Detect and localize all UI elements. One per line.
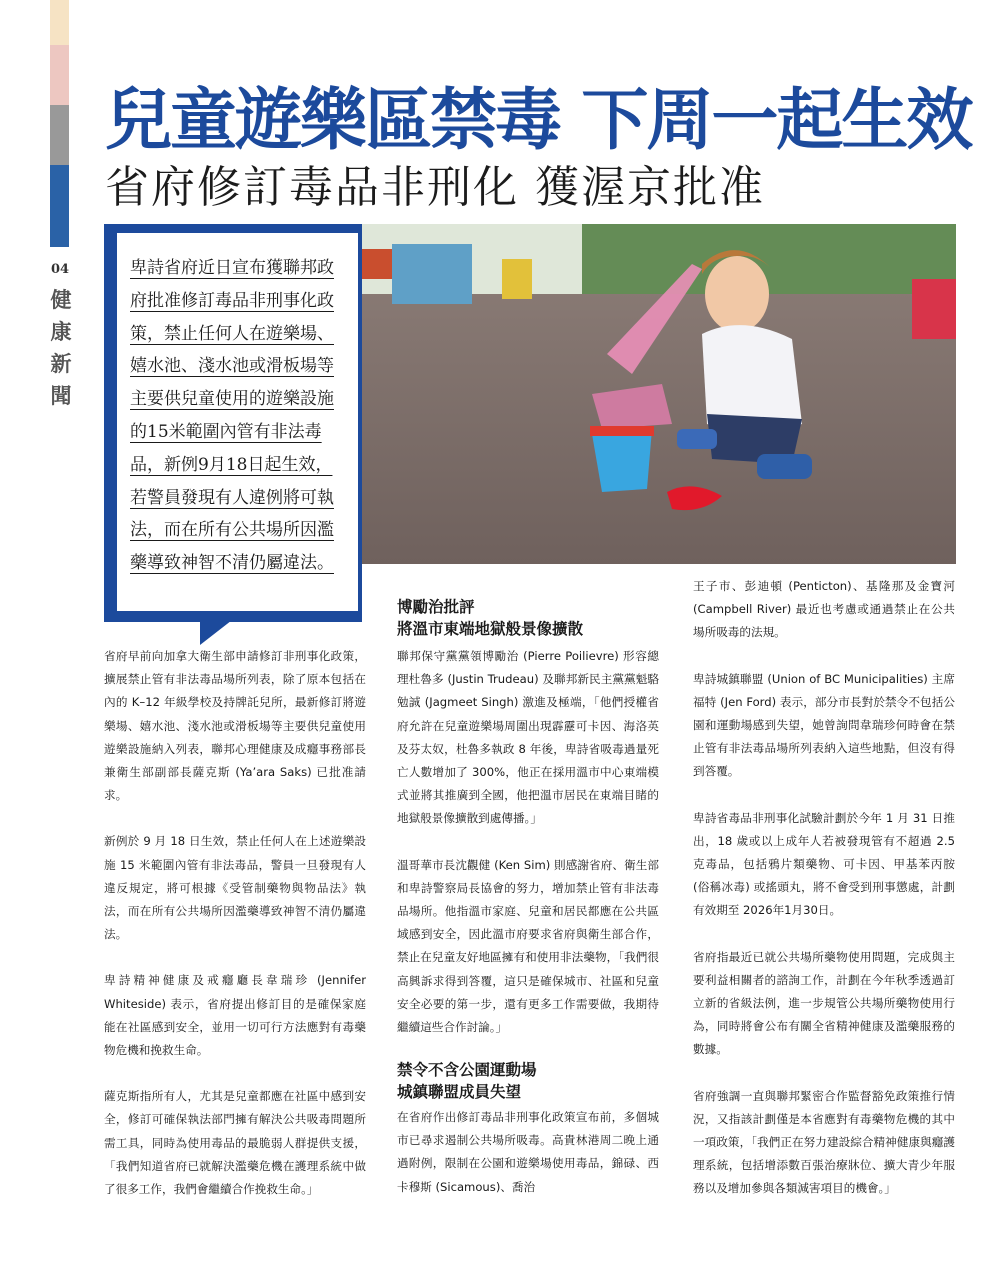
callout-pointer: [200, 617, 236, 645]
playground-photo-illustration: [362, 224, 956, 564]
subheadline: 省府修訂毒品非刑化 獲渥京批准: [105, 162, 765, 213]
play-structure: [392, 244, 472, 304]
side-stripe-blue: [50, 165, 69, 247]
article-column-3: [693, 575, 955, 1224]
section-heading-line: 禁令不含公園運動場: [397, 1061, 537, 1079]
play-structure-post: [502, 259, 532, 299]
paragraph: 在省府作出修訂毒品非刑事化政策宣布前，多個城市已尋求遏制公共場所吸毒。高貴林港周二晚上通過附例，限制在公園和遊樂場使用毒品，錦碌、西卡穆斯 (Sicamous)、喬治: [397, 1110, 659, 1194]
article-column-2-continued: [397, 1106, 659, 1222]
paragraph: 薩克斯指所有人，尤其是兒童都應在社區中感到安全，修訂可確保執法部門擁有解決公共吸毒問題所需工具，同時為使用毒品的最脆弱人群提供支援，「我們知道省府已就解決濫藥危機在護理系統中做了很多工作，我們會繼續合作挽救生命。」: [104, 1089, 366, 1197]
headline: 兒童遊樂區禁毒 下周一起生效: [105, 81, 972, 159]
callout-text: [130, 252, 345, 580]
paragraph: 新例於 9 月 18 日生效，禁止任何人在上述遊樂設施 15 米範圍內管有非法毒品，警員一旦發現有人違反規定，將可根據《受管制藥物與物品法》執法，而在所有公共場所因濫藥導致神智不清仍屬違法。: [104, 834, 366, 942]
article-column-2: [397, 645, 659, 1062]
paragraph: 王子市、彭迪頓 (Penticton)、基隆那及金寶河 (Campbell River) 最近也考慮或通過禁止在公共場所吸毒的法規。: [693, 579, 955, 640]
paragraph: 省府強調一直與聯邦緊密合作監督豁免政策推行情況，又指該計劃僅是本省應對有毒藥物危機的其中一項政策，「我們正在努力建設綜合精神健康與癮護理系統，包括增添數百張治療牀位、擴大青少年服務以及增加參與各類減害項目的機會。」: [693, 1088, 955, 1196]
toy-bucket-rim: [590, 426, 654, 436]
side-stripe-cream: [50, 0, 69, 45]
page-number: 04: [51, 262, 70, 277]
section-heading-line: 城鎮聯盟成員失望: [397, 1083, 522, 1101]
paragraph: 省府指最近已就公共場所藥物使用問題，完成與主要利益相關者的諮詢工作，計劃在今年秋季透過訂立新的省級法例，進一步規管公共場所藥物使用行為，同時將會公布有關全省精神健康及濫藥服務的數據。: [693, 949, 955, 1057]
section-heading-1: [397, 596, 659, 640]
play-structure-roof: [362, 249, 392, 279]
child-head: [705, 256, 769, 332]
paragraph: 溫哥華市長沈觀健 (Ken Sim) 則感謝省府、衛生部和卑詩警察局長協會的努力，增加禁止管有非法毒品場所。他指溫市家庭、兒童和居民都應在公共區域感到安全，因此溫市府要求省府與衛生部合作，禁止在兒童友好地區擁有和使用非法藥物，「我們很高興訴求得到答覆，這只是確保城市、社區和兒童安全必要的第一步，還有更多工作需要做，我期待繼續這些合作討論。」: [397, 857, 659, 1035]
paragraph: 聯邦保守黨黨領博勵治 (Pierre Poilievre) 形容總理杜魯多 (Justin Trudeau) 及聯邦新民主黨黨魁駱勉誠 (Jagmeet Singh) 激進及極端，「他們授權省府允許在兒童遊樂場周圍出現霹靂可卡因、海洛英及芬太奴，杜魯多執政 8 年後，卑詩省吸毒過量死亡人數增加了 300%，他正在採用溫市中心東端模式並將其推廣到全國，他把溫市居民在東端目睹的地獄般景像擴散到處傳播。」: [397, 649, 659, 826]
paragraph: 省府早前向加拿大衛生部申請修訂非刑事化政策，擴展禁止管有非法毒品場所列表，除了原本包括在內的 K–12 年級學校及持牌託兒所，最新修訂將遊樂場、嬉水池、淺水池或滑板場等主要供兒童使用遊樂設施納入列表，聯邦心理健康及成癮事務部長兼衛生部副部長薩克斯 (Ya’ara Saks) 已批准請求。: [104, 649, 366, 803]
section-heading-line: 將溫市東端地獄般景像擴散: [397, 620, 584, 638]
side-stripe-grey: [50, 105, 69, 165]
section-heading-line: 博勵治批評: [397, 598, 475, 616]
callout-body: 卑詩省府近日宣布獲聯邦政府批准修訂毒品非刑事化政策，禁止任何人在遊樂場、嬉水池、淺水池或滑板場等主要供兒童使用的遊樂設施的15米範圍內管有非法毒品，新例9月18日起生效，若警員發現有人違例將可執法，而在所有公共場所因濫藥導致神智不清仍屬違法。: [130, 258, 334, 574]
section-name: 健康新聞: [50, 287, 72, 408]
paragraph: 卑詩精神健康及戒癮廳長韋瑞珍 (Jennifer Whiteside) 表示，省府提出修訂目的是確保家庭能在社區感到安全，並用一切可行方法應對有毒藥物危機和挽救生命。: [104, 973, 366, 1058]
child-shoe: [757, 454, 812, 479]
paragraph: 卑詩城鎮聯盟 (Union of BC Municipalities) 主席福特 (Jen Ford) 表示，部分市長對於禁令不包括公園和運動場感到失望，她曾詢問韋瑞珍何時會在禁止管有非法毒品場所列表納入這些地點，但沒有得到答覆。: [693, 671, 955, 779]
background-trees: [582, 224, 956, 294]
paragraph: 卑詩省毒品非刑事化試驗計劃於今年 1 月 31 日推出，18 歲或以上成年人若被發現管有不超過 2.5 克毒品，包括鴉片類藥物、可卡因、甲基苯丙胺 (俗稱冰毒) 或搖頭丸，將不會受到刑事懲處，計劃有效期至 2026年1月30日。: [693, 810, 955, 918]
side-stripe-pink: [50, 45, 69, 105]
section-heading-2: [397, 1059, 659, 1103]
toy-bucket: [592, 429, 652, 492]
article-column-1: [104, 645, 366, 1224]
toy-car: [912, 279, 956, 339]
child-shoe-left: [677, 429, 717, 449]
article-photo: [362, 224, 956, 564]
